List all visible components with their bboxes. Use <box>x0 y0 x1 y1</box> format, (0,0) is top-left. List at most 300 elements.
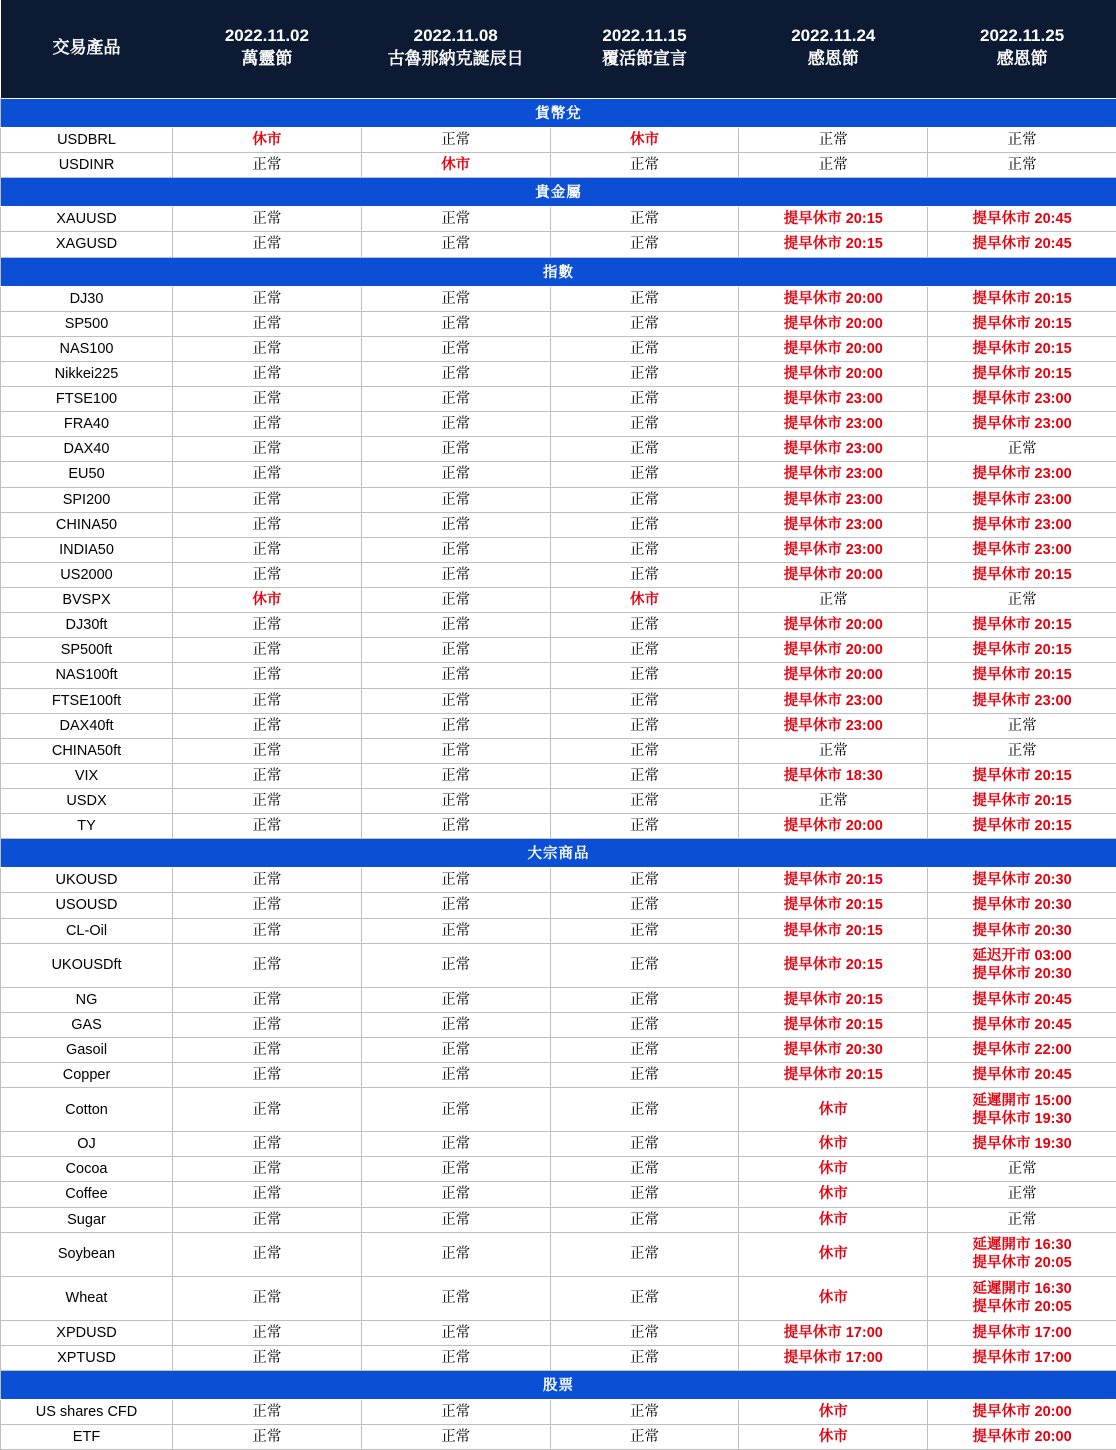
status-text: 休市 <box>741 1289 925 1307</box>
status-text: 正常 <box>741 792 925 810</box>
status-cell <box>928 918 1116 943</box>
status-cell <box>928 232 1116 257</box>
status-cell <box>928 361 1116 386</box>
table-row <box>1 588 1116 613</box>
table-row <box>1 613 1116 638</box>
status-text: 正常 <box>175 440 359 458</box>
status-text: 正常 <box>553 1289 737 1307</box>
status-text: 正常 <box>364 340 548 358</box>
table-row <box>1 1276 1116 1320</box>
status-cell <box>361 1232 550 1276</box>
status-text: 正常 <box>175 742 359 760</box>
status-text: 正常 <box>553 491 737 509</box>
status-text: 正常 <box>364 290 548 308</box>
status-cell <box>361 688 550 713</box>
status-text: 提早休市 20:15 <box>930 792 1114 810</box>
table-row <box>1 987 1116 1012</box>
status-text: 提早休市 19:30 <box>930 1135 1114 1153</box>
status-text: 正常 <box>553 1428 737 1446</box>
status-text: 正常 <box>175 415 359 433</box>
status-text: 提早休市 20:00 <box>741 566 925 584</box>
status-cell <box>739 361 928 386</box>
section-title: 貨幣兌 <box>1 99 1116 128</box>
table-row <box>1 437 1116 462</box>
status-text: 提早休市 20:00 <box>930 1403 1114 1421</box>
status-cell <box>739 207 928 232</box>
table-row <box>1 868 1116 893</box>
status-text: 正常 <box>553 1324 737 1342</box>
status-text: 休市 <box>175 131 359 149</box>
status-cell <box>550 1012 739 1037</box>
product-name: USDINR <box>1 153 173 178</box>
status-cell <box>739 512 928 537</box>
status-text: 提早休市 20:05 <box>930 1254 1114 1272</box>
section-title: 指數 <box>1 257 1116 286</box>
product-name: NG <box>1 987 173 1012</box>
table-row <box>1 663 1116 688</box>
status-cell <box>550 1088 739 1132</box>
product-name: TY <box>1 814 173 839</box>
status-text: 延迟开市 03:00 <box>930 947 1114 965</box>
status-cell <box>928 1276 1116 1320</box>
status-cell <box>739 1132 928 1157</box>
status-text: 正常 <box>553 1245 737 1263</box>
product-name: DJ30ft <box>1 613 173 638</box>
status-text: 正常 <box>553 1066 737 1084</box>
status-cell <box>173 387 362 412</box>
header-row <box>1 0 1116 99</box>
status-cell <box>928 1320 1116 1345</box>
status-text: 休市 <box>553 131 737 149</box>
table-row <box>1 943 1116 987</box>
status-cell <box>550 814 739 839</box>
status-text: 正常 <box>364 1245 548 1263</box>
status-text: 正常 <box>364 1135 548 1153</box>
status-cell <box>739 232 928 257</box>
header-date-3: 2022.11.15 覆活節宣言 <box>550 0 739 99</box>
status-text: 正常 <box>175 896 359 914</box>
status-text: 提早休市 23:00 <box>741 491 925 509</box>
status-cell <box>739 487 928 512</box>
table-row <box>1 1207 1116 1232</box>
status-cell <box>361 613 550 638</box>
status-cell <box>550 1232 739 1276</box>
status-cell <box>173 1345 362 1370</box>
table-row <box>1 512 1116 537</box>
status-text: 正常 <box>930 717 1114 735</box>
status-cell <box>928 462 1116 487</box>
status-text: 正常 <box>553 692 737 710</box>
status-text: 提早休市 20:15 <box>741 922 925 940</box>
product-name: SPI200 <box>1 487 173 512</box>
status-cell <box>739 918 928 943</box>
status-text: 提早休市 20:45 <box>930 1066 1114 1084</box>
status-cell <box>173 1182 362 1207</box>
status-cell <box>173 487 362 512</box>
status-cell <box>739 537 928 562</box>
status-text: 正常 <box>553 365 737 383</box>
table-row <box>1 1012 1116 1037</box>
status-text: 正常 <box>553 1135 737 1153</box>
status-text: 休市 <box>553 591 737 609</box>
status-text: 正常 <box>553 210 737 228</box>
status-text: 提早休市 20:15 <box>741 956 925 974</box>
status-text: 提早休市 20:00 <box>741 817 925 835</box>
table-row <box>1 789 1116 814</box>
status-text: 正常 <box>553 896 737 914</box>
status-cell <box>550 232 739 257</box>
table-row <box>1 232 1116 257</box>
status-text: 正常 <box>175 817 359 835</box>
status-text: 正常 <box>364 315 548 333</box>
status-text: 提早休市 20:45 <box>930 1016 1114 1034</box>
status-cell <box>361 918 550 943</box>
status-cell <box>550 1207 739 1232</box>
product-name: US shares CFD <box>1 1399 173 1424</box>
status-text: 正常 <box>175 1041 359 1059</box>
status-text: 正常 <box>364 465 548 483</box>
product-name: Wheat <box>1 1276 173 1320</box>
status-text: 提早休市 17:00 <box>930 1349 1114 1367</box>
status-cell <box>928 512 1116 537</box>
status-cell <box>173 1012 362 1037</box>
status-text: 正常 <box>930 156 1114 174</box>
status-text: 延遲開市 16:30 <box>930 1236 1114 1254</box>
table-row <box>1 336 1116 361</box>
status-cell <box>361 512 550 537</box>
status-cell <box>928 1182 1116 1207</box>
status-cell <box>928 311 1116 336</box>
status-cell <box>928 336 1116 361</box>
status-cell <box>550 688 739 713</box>
status-cell <box>550 286 739 311</box>
status-text: 正常 <box>175 692 359 710</box>
status-text: 正常 <box>553 516 737 534</box>
status-text: 正常 <box>553 616 737 634</box>
status-text: 正常 <box>364 541 548 559</box>
status-text: 正常 <box>364 415 548 433</box>
status-text: 正常 <box>741 131 925 149</box>
status-text: 提早休市 20:15 <box>741 896 925 914</box>
status-text: 休市 <box>741 1135 925 1153</box>
product-name: FTSE100ft <box>1 688 173 713</box>
status-cell <box>739 1088 928 1132</box>
status-text: 正常 <box>175 235 359 253</box>
status-text: 正常 <box>175 156 359 174</box>
product-name: FRA40 <box>1 412 173 437</box>
product-name: UKOUSD <box>1 868 173 893</box>
status-text: 正常 <box>553 290 737 308</box>
status-text: 正常 <box>175 956 359 974</box>
header-date-2: 2022.11.08 古魯那納克誕辰日 <box>361 0 550 99</box>
status-cell <box>173 462 362 487</box>
status-text: 正常 <box>364 767 548 785</box>
status-text: 提早休市 17:00 <box>930 1324 1114 1342</box>
status-cell <box>361 1037 550 1062</box>
status-text: 正常 <box>364 365 548 383</box>
status-cell <box>928 1399 1116 1424</box>
status-cell <box>928 1037 1116 1062</box>
status-cell <box>928 1232 1116 1276</box>
status-text: 正常 <box>364 616 548 634</box>
product-name: CHINA50 <box>1 512 173 537</box>
product-name: Copper <box>1 1063 173 1088</box>
status-text: 休市 <box>741 1211 925 1229</box>
header-date-5: 2022.11.25 感恩節 <box>928 0 1116 99</box>
product-name: US2000 <box>1 562 173 587</box>
status-text: 提早休市 20:15 <box>930 817 1114 835</box>
status-text: 提早休市 20:45 <box>930 210 1114 228</box>
product-name: DAX40 <box>1 437 173 462</box>
status-text: 正常 <box>364 1160 548 1178</box>
product-name: EU50 <box>1 462 173 487</box>
status-text: 正常 <box>364 591 548 609</box>
status-cell <box>550 387 739 412</box>
status-text: 提早休市 20:45 <box>930 235 1114 253</box>
status-text: 正常 <box>553 1101 737 1119</box>
status-cell <box>361 987 550 1012</box>
section-title: 大宗商品 <box>1 839 1116 868</box>
status-text: 正常 <box>364 1349 548 1367</box>
status-cell <box>928 1132 1116 1157</box>
table-row <box>1 1232 1116 1276</box>
status-cell <box>550 487 739 512</box>
header-date-4: 2022.11.24 感恩節 <box>739 0 928 99</box>
status-cell <box>739 588 928 613</box>
section-header-row <box>1 1370 1116 1399</box>
product-name: CL-Oil <box>1 918 173 943</box>
status-cell <box>739 387 928 412</box>
status-cell <box>173 412 362 437</box>
status-text: 提早休市 20:15 <box>741 1066 925 1084</box>
status-cell <box>361 1399 550 1424</box>
status-text: 正常 <box>553 717 737 735</box>
status-cell <box>173 1399 362 1424</box>
status-text: 正常 <box>175 1245 359 1263</box>
status-text: 正常 <box>364 516 548 534</box>
status-cell <box>361 361 550 386</box>
status-cell <box>928 588 1116 613</box>
status-cell <box>550 512 739 537</box>
status-text: 正常 <box>175 767 359 785</box>
status-text: 正常 <box>175 871 359 889</box>
status-text: 正常 <box>930 440 1114 458</box>
status-cell <box>928 437 1116 462</box>
status-text: 提早休市 22:00 <box>930 1041 1114 1059</box>
status-cell <box>173 613 362 638</box>
status-text: 正常 <box>364 792 548 810</box>
table-row <box>1 286 1116 311</box>
status-cell <box>173 537 362 562</box>
status-text: 提早休市 23:00 <box>741 440 925 458</box>
status-cell <box>739 663 928 688</box>
table-row <box>1 1088 1116 1132</box>
status-text: 正常 <box>553 666 737 684</box>
product-name: SP500ft <box>1 638 173 663</box>
status-text: 提早休市 23:00 <box>930 390 1114 408</box>
status-cell <box>173 128 362 153</box>
status-cell <box>550 128 739 153</box>
product-name: USOUSD <box>1 893 173 918</box>
status-text: 正常 <box>364 896 548 914</box>
product-name: Sugar <box>1 1207 173 1232</box>
status-cell <box>739 943 928 987</box>
status-cell <box>739 688 928 713</box>
status-text: 提早休市 20:30 <box>741 1041 925 1059</box>
status-text: 提早休市 20:15 <box>930 641 1114 659</box>
status-text: 延遲開市 16:30 <box>930 1280 1114 1298</box>
section-title: 貴金屬 <box>1 178 1116 207</box>
status-text: 正常 <box>553 1211 737 1229</box>
status-text: 正常 <box>553 541 737 559</box>
status-text: 正常 <box>364 1041 548 1059</box>
status-cell <box>550 412 739 437</box>
status-cell <box>173 814 362 839</box>
status-text: 提早休市 20:30 <box>930 965 1114 983</box>
product-name: Cotton <box>1 1088 173 1132</box>
status-cell <box>739 1012 928 1037</box>
status-text: 提早休市 18:30 <box>741 767 925 785</box>
status-cell <box>550 893 739 918</box>
status-text: 正常 <box>553 817 737 835</box>
status-text: 提早休市 23:00 <box>741 717 925 735</box>
status-text: 提早休市 23:00 <box>741 516 925 534</box>
status-text: 正常 <box>553 415 737 433</box>
status-cell <box>928 1425 1116 1450</box>
status-cell <box>550 918 739 943</box>
status-cell <box>739 412 928 437</box>
status-cell <box>361 1207 550 1232</box>
status-cell <box>361 638 550 663</box>
product-name: Soybean <box>1 1232 173 1276</box>
status-text: 正常 <box>553 871 737 889</box>
status-text: 正常 <box>364 1211 548 1229</box>
status-cell <box>928 1088 1116 1132</box>
status-text: 正常 <box>364 871 548 889</box>
status-text: 正常 <box>364 1403 548 1421</box>
table-row <box>1 1182 1116 1207</box>
status-cell <box>928 613 1116 638</box>
status-cell <box>361 868 550 893</box>
status-text: 提早休市 23:00 <box>741 541 925 559</box>
status-text: 提早休市 20:15 <box>741 871 925 889</box>
status-cell <box>173 1276 362 1320</box>
status-cell <box>361 1157 550 1182</box>
product-name: INDIA50 <box>1 537 173 562</box>
status-text: 正常 <box>175 1428 359 1446</box>
table-row <box>1 1063 1116 1088</box>
status-text: 正常 <box>553 792 737 810</box>
status-text: 正常 <box>553 340 737 358</box>
product-name: DAX40ft <box>1 713 173 738</box>
product-name: Cocoa <box>1 1157 173 1182</box>
product-name: USDBRL <box>1 128 173 153</box>
status-cell <box>550 943 739 987</box>
status-cell <box>361 153 550 178</box>
product-name: NAS100ft <box>1 663 173 688</box>
status-text: 提早休市 20:45 <box>930 991 1114 1009</box>
status-cell <box>361 1345 550 1370</box>
status-cell <box>361 336 550 361</box>
status-cell <box>739 738 928 763</box>
status-text: 休市 <box>741 1245 925 1263</box>
status-cell <box>739 1345 928 1370</box>
status-cell <box>173 361 362 386</box>
status-cell <box>173 638 362 663</box>
status-cell <box>739 1182 928 1207</box>
status-text: 正常 <box>175 922 359 940</box>
status-cell <box>550 663 739 688</box>
status-cell <box>928 814 1116 839</box>
status-cell <box>739 893 928 918</box>
status-text: 正常 <box>175 1160 359 1178</box>
status-cell <box>928 763 1116 788</box>
table-row <box>1 207 1116 232</box>
section-header-row <box>1 99 1116 128</box>
status-text: 休市 <box>741 1160 925 1178</box>
status-text: 正常 <box>553 641 737 659</box>
section-header-row <box>1 839 1116 868</box>
table-row <box>1 638 1116 663</box>
status-text: 休市 <box>741 1403 925 1421</box>
status-cell <box>361 1088 550 1132</box>
status-text: 正常 <box>175 315 359 333</box>
status-text: 提早休市 20:15 <box>741 1016 925 1034</box>
status-cell <box>928 1207 1116 1232</box>
status-text: 提早休市 20:00 <box>741 315 925 333</box>
status-text: 正常 <box>364 991 548 1009</box>
status-text: 提早休市 23:00 <box>741 465 925 483</box>
status-cell <box>173 1425 362 1450</box>
status-cell <box>173 286 362 311</box>
status-text: 提早休市 23:00 <box>741 390 925 408</box>
status-text: 休市 <box>741 1428 925 1446</box>
status-cell <box>173 688 362 713</box>
status-cell <box>550 437 739 462</box>
status-cell <box>173 763 362 788</box>
status-text: 正常 <box>175 340 359 358</box>
status-text: 正常 <box>175 991 359 1009</box>
status-text: 提早休市 20:15 <box>930 616 1114 634</box>
status-text: 提早休市 20:30 <box>930 896 1114 914</box>
status-cell <box>550 361 739 386</box>
product-name: XAGUSD <box>1 232 173 257</box>
status-cell <box>928 868 1116 893</box>
status-cell <box>173 663 362 688</box>
status-text: 提早休市 20:15 <box>741 235 925 253</box>
status-cell <box>928 128 1116 153</box>
status-text: 提早休市 20:00 <box>741 340 925 358</box>
status-cell <box>361 789 550 814</box>
status-cell <box>173 1063 362 1088</box>
status-cell <box>739 1276 928 1320</box>
status-cell <box>739 311 928 336</box>
status-cell <box>550 713 739 738</box>
status-cell <box>550 868 739 893</box>
table-row <box>1 1157 1116 1182</box>
status-text: 提早休市 23:00 <box>741 415 925 433</box>
status-text: 正常 <box>553 991 737 1009</box>
table-row <box>1 1132 1116 1157</box>
status-text: 正常 <box>364 666 548 684</box>
status-cell <box>739 763 928 788</box>
product-name: VIX <box>1 763 173 788</box>
status-text: 提早休市 20:15 <box>930 666 1114 684</box>
status-cell <box>361 232 550 257</box>
table-row <box>1 487 1116 512</box>
status-text: 提早休市 23:00 <box>930 516 1114 534</box>
status-text: 提早休市 20:30 <box>930 922 1114 940</box>
